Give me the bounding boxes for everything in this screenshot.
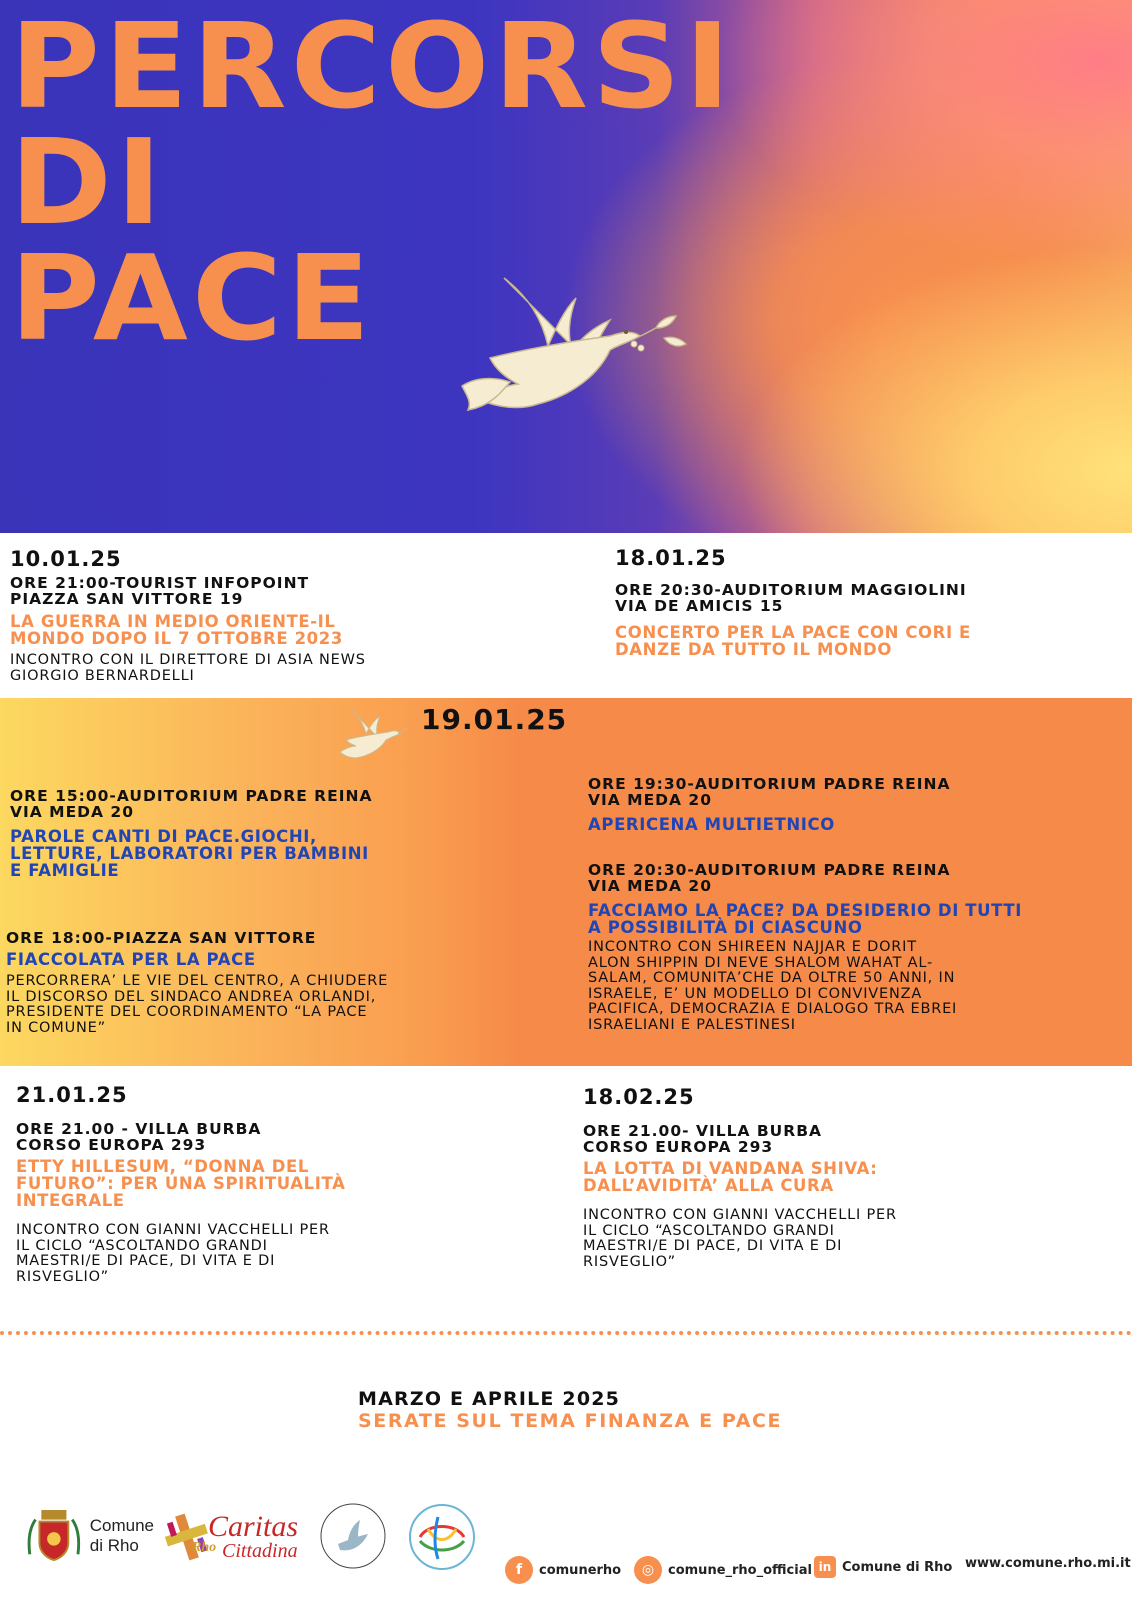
caritas-word: Caritas: [208, 1510, 299, 1543]
caritas-rho: Rho: [192, 1540, 217, 1555]
website-link[interactable]: [965, 1556, 1131, 1571]
event-title: FACCIAMO LA PACE? DA DESIDERIO DI TUTTI A POSSIBILITÀ DI CIASCUNO: [588, 901, 1022, 937]
linkedin-icon: in: [814, 1556, 836, 1578]
caritas-cittadina: Cittadina: [222, 1540, 298, 1562]
dove-illustration-icon: [460, 258, 688, 440]
event-block: [16, 1083, 436, 1285]
facebook-icon: f: [505, 1556, 533, 1584]
comune-di-rho-logo: [24, 1506, 154, 1566]
event-title: LA GUERRA IN MEDIO ORIENTE-IL MONDO DOPO IL 7 OTTOBRE 2023: [10, 612, 343, 648]
event-description: INCONTRO CON GIANNI VACCHELLI PER IL CICLO “ASCOLTANDO GRANDI MAESTRI/E DI PACE, DI VITA E DI RISVEGLIO”: [583, 1207, 897, 1270]
event-date: 18.01.25: [615, 546, 727, 570]
event-title: ETTY HILLESUM, “DONNA DEL FUTURO”: PER UNA SPIRITUALITÀ INTEGRALE: [16, 1157, 346, 1210]
event-block: [588, 776, 1108, 833]
event-location: ORE 15:00-AUDITORIUM PADRE REINA VIA MEDA 20: [10, 787, 373, 821]
event-date: 18.02.25: [583, 1085, 695, 1109]
event-description: INCONTRO CON SHIREEN NAJJAR E DORIT ALON SHIPPIN DI NEVE SHALOM WAHAT AL- SALAM, COMUNITA’CHE DA OLTRE 50 ANNI, IN ISRAELE, E’ UN MODELLO DI CONVIVENZA PACIFICA, DEMOCRAZIA E DIALOGO TRA EBREI ISRAELIANI E PALESTINESI: [588, 939, 958, 1033]
event-location: ORE 19:30-AUDITORIUM PADRE REINA VIA MEDA 20: [588, 775, 951, 809]
hero-banner: [0, 0, 1132, 533]
event-title: CONCERTO PER LA PACE CON CORI E DANZE DA TUTTO IL MONDO: [615, 623, 971, 659]
facebook-handle[interactable]: [505, 1556, 621, 1584]
crest-icon: [24, 1505, 84, 1567]
comitato-pace-logo: [408, 1503, 476, 1571]
title-line-3: PACE: [10, 229, 375, 367]
instagram-icon: ◎: [634, 1556, 662, 1584]
small-dove-icon: [338, 706, 408, 760]
event-description: INCONTRO CON IL DIRETTORE DI ASIA NEWS GIORGIO BERNARDELLI: [10, 652, 366, 684]
comune-name-line1: Comune: [89, 1516, 154, 1535]
event-date: 10.01.25: [10, 547, 122, 571]
event-location: ORE 21.00- VILLA BURBA CORSO EUROPA 293: [583, 1122, 823, 1156]
band-date: 19.01.25: [421, 703, 568, 736]
event-title: PAROLE CANTI DI PACE.GIOCHI, LETTURE, LABORATORI PER BAMBINI E FAMIGLIE: [10, 827, 369, 880]
event-location: ORE 20:30-AUDITORIUM MAGGIOLINI VIA DE AMICIS 15: [615, 581, 967, 615]
event-description: INCONTRO CON GIANNI VACCHELLI PER IL CICLO “ASCOLTANDO GRANDI MAESTRI/E DI PACE, DI VITA E DI RISVEGLIO”: [16, 1222, 330, 1285]
upcoming-block: [358, 1388, 782, 1432]
instagram-label: comune_rho_official: [668, 1562, 812, 1578]
event-block: [10, 547, 470, 684]
event-location: ORE 21.00 - VILLA BURBA CORSO EUROPA 293: [16, 1120, 262, 1154]
event-location: ORE 18:00-PIAZZA SAN VITTORE: [6, 929, 317, 947]
linkedin-handle[interactable]: [814, 1556, 952, 1578]
event-block: [588, 862, 1118, 1033]
instagram-handle[interactable]: [634, 1556, 812, 1584]
upcoming-months: MARZO E APRILE 2025: [358, 1388, 621, 1410]
caritas-logo: [162, 1508, 300, 1568]
comune-name-line2: di Rho: [89, 1536, 139, 1555]
event-block: [615, 546, 1115, 658]
event-location: ORE 21:00-TOURIST INFOPOINT PIAZZA SAN VITTORE 19: [10, 574, 310, 608]
event-title: LA LOTTA DI VANDANA SHIVA: DALL’AVIDITÀ’ ALLA CURA: [583, 1159, 878, 1195]
event-date: 21.01.25: [16, 1083, 128, 1107]
linkedin-label: Comune di Rho: [842, 1559, 953, 1575]
title-line-1: PERCORSI: [10, 0, 735, 135]
event-block: [583, 1085, 1003, 1270]
event-location: ORE 20:30-AUDITORIUM PADRE REINA VIA MEDA 20: [588, 861, 951, 895]
event-description: PERCORRERA’ LE VIE DEL CENTRO, A CHIUDERE IL DISCORSO DEL SINDACO ANDREA ORLANDI, PRESIDENTE DEL COORDINAMENTO “LA PACE IN COMUNE”: [6, 973, 389, 1036]
facebook-label: comunerho: [539, 1562, 622, 1578]
event-title: FIACCOLATA PER LA PACE: [6, 950, 256, 969]
event-block: [6, 930, 466, 1036]
coordinamento-pace-logo: [318, 1500, 388, 1572]
title-line-2: DI: [10, 113, 166, 251]
event-title: APERICENA MULTIETNICO: [588, 815, 835, 834]
website-label: www.comune.rho.mi.it: [965, 1556, 1131, 1571]
event-block: [10, 788, 450, 879]
dotted-divider: [0, 1331, 1132, 1335]
upcoming-theme: SERATE SUL TEMA FINANZA E PACE: [358, 1410, 783, 1432]
